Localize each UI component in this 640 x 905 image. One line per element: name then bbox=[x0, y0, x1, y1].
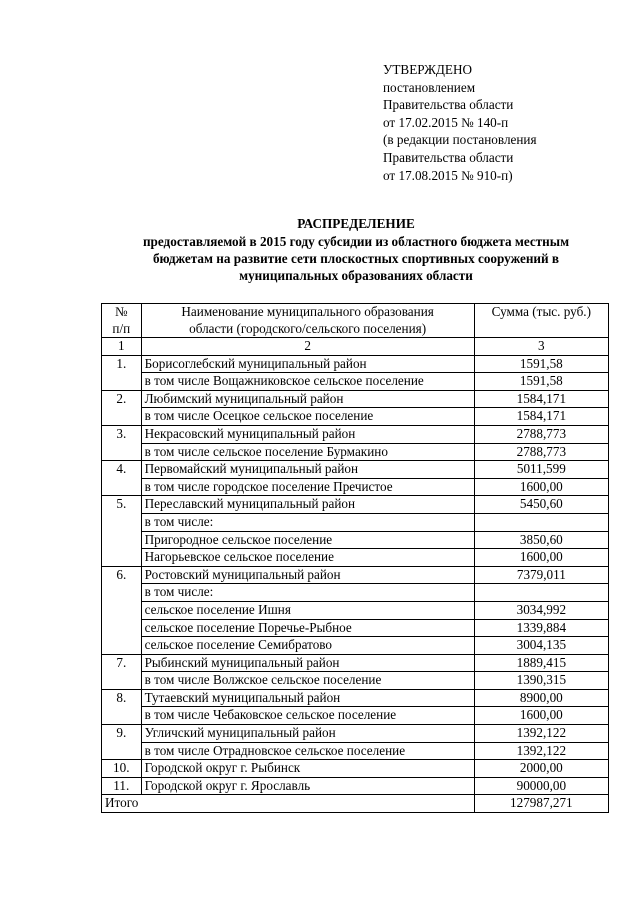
approval-line: (в редакции постановления bbox=[383, 132, 537, 148]
row-name: Борисоглебский муниципальный район bbox=[141, 355, 474, 373]
row-name: в том числе: bbox=[141, 584, 474, 602]
row-sum: 7379,011 bbox=[474, 566, 608, 584]
title-subline: предоставляемой в 2015 году субсидии из областного бюджета местным bbox=[142, 234, 570, 249]
approval-stamp bbox=[383, 61, 537, 184]
row-name: в том числе сельское поселение Бурмакино bbox=[141, 443, 474, 461]
row-name: в том числе Осецкое сельское поселение bbox=[141, 408, 474, 426]
table-row bbox=[102, 478, 609, 496]
row-name: Ростовский муниципальный район bbox=[141, 566, 474, 584]
table-row bbox=[102, 707, 609, 725]
row-number: 8. bbox=[102, 689, 142, 724]
approval-line: от 17.02.2015 № 140-п bbox=[383, 114, 509, 130]
row-sum: 1591,58 bbox=[474, 355, 608, 373]
row-name: Нагорьевское сельское поселение bbox=[141, 549, 474, 567]
row-name: Пригородное сельское поселение bbox=[141, 531, 474, 549]
row-name: в том числе Отрадновское сельское поселение bbox=[141, 742, 474, 760]
row-sum bbox=[474, 513, 608, 531]
table-row bbox=[102, 777, 609, 795]
row-name: Первомайский муниципальный район bbox=[141, 461, 474, 479]
header-sum: Сумма (тыс. руб.) bbox=[474, 304, 608, 338]
row-number: 3. bbox=[102, 425, 142, 460]
row-number: 9. bbox=[102, 725, 142, 760]
table-row bbox=[102, 619, 609, 637]
row-sum: 1390,315 bbox=[474, 672, 608, 690]
row-sum: 5450,60 bbox=[474, 496, 608, 514]
row-name: в том числе Вощажниковское сельское поселение bbox=[141, 373, 474, 391]
row-name: Угличский муниципальный район bbox=[141, 725, 474, 743]
approval-line: от 17.08.2015 № 910-п) bbox=[383, 167, 513, 183]
row-number: 7. bbox=[102, 654, 142, 689]
column-number-row bbox=[102, 338, 609, 356]
row-sum bbox=[474, 584, 608, 602]
row-name: сельское поселение Ишня bbox=[141, 601, 474, 619]
row-sum: 2788,773 bbox=[474, 443, 608, 461]
row-name: Рыбинский муниципальный район bbox=[141, 654, 474, 672]
header-name bbox=[141, 304, 474, 338]
row-number: 1. bbox=[102, 355, 142, 390]
row-number: 5. bbox=[102, 496, 142, 566]
row-name: в том числе Чебаковское сельское поселение bbox=[141, 707, 474, 725]
table-row bbox=[102, 672, 609, 690]
table-row bbox=[102, 373, 609, 391]
row-sum: 1392,122 bbox=[474, 742, 608, 760]
table-row bbox=[102, 725, 609, 743]
table-row bbox=[102, 566, 609, 584]
table-row bbox=[102, 513, 609, 531]
document-title bbox=[100, 215, 612, 284]
title-subline: муниципальных образованиях области bbox=[239, 268, 473, 283]
row-sum: 1889,415 bbox=[474, 654, 608, 672]
table-row bbox=[102, 390, 609, 408]
table-header-row bbox=[102, 304, 609, 338]
row-sum: 8900,00 bbox=[474, 689, 608, 707]
row-name: Некрасовский муниципальный район bbox=[141, 425, 474, 443]
row-sum: 1392,122 bbox=[474, 725, 608, 743]
row-name: в том числе городское поселение Пречистое bbox=[141, 478, 474, 496]
approval-line: Правительства области bbox=[383, 97, 514, 113]
total-label: Итого bbox=[102, 795, 475, 813]
header-number-line: № bbox=[114, 304, 128, 319]
header-number bbox=[102, 304, 142, 338]
table-row bbox=[102, 425, 609, 443]
approval-title: УТВЕРЖДЕНО bbox=[383, 62, 473, 77]
row-name: Любимский муниципальный район bbox=[141, 390, 474, 408]
table-row bbox=[102, 461, 609, 479]
table-row bbox=[102, 637, 609, 655]
column-number: 1 bbox=[102, 338, 142, 356]
row-sum: 1600,00 bbox=[474, 478, 608, 496]
row-sum: 1600,00 bbox=[474, 549, 608, 567]
row-sum: 1584,171 bbox=[474, 408, 608, 426]
row-sum: 90000,00 bbox=[474, 777, 608, 795]
row-sum: 3004,135 bbox=[474, 637, 608, 655]
table-row bbox=[102, 601, 609, 619]
table-row bbox=[102, 654, 609, 672]
table-row bbox=[102, 443, 609, 461]
column-number: 2 bbox=[141, 338, 474, 356]
row-sum: 2788,773 bbox=[474, 425, 608, 443]
row-name: в том числе Волжское сельское поселение bbox=[141, 672, 474, 690]
row-name: Переславский муниципальный район bbox=[141, 496, 474, 514]
table-row bbox=[102, 496, 609, 514]
row-name: в том числе: bbox=[141, 513, 474, 531]
table-row bbox=[102, 584, 609, 602]
row-sum: 1339,884 bbox=[474, 619, 608, 637]
table-row bbox=[102, 408, 609, 426]
header-number-line: п/п bbox=[112, 320, 131, 336]
row-number: 6. bbox=[102, 566, 142, 654]
column-number: 3 bbox=[474, 338, 608, 356]
row-sum: 5011,599 bbox=[474, 461, 608, 479]
row-number: 10. bbox=[102, 760, 142, 778]
total-row bbox=[102, 795, 609, 813]
title-heading: РАСПРЕДЕЛЕНИЕ bbox=[297, 216, 415, 231]
approval-line: постановлением bbox=[383, 79, 476, 95]
title-subline: бюджетам на развитие сети плоскостных спортивных сооружений в bbox=[152, 251, 560, 266]
total-sum: 127987,271 bbox=[474, 795, 608, 813]
row-name: сельское поселение Поречье-Рыбное bbox=[141, 619, 474, 637]
row-sum: 1591,58 bbox=[474, 373, 608, 391]
row-name: Городской округ г. Ярославль bbox=[141, 777, 474, 795]
header-name-line: области (городского/сельского поселения) bbox=[189, 320, 427, 336]
table-row bbox=[102, 549, 609, 567]
row-number: 2. bbox=[102, 390, 142, 425]
table-row bbox=[102, 355, 609, 373]
row-number: 11. bbox=[102, 777, 142, 795]
row-name: Городской округ г. Рыбинск bbox=[141, 760, 474, 778]
table-row bbox=[102, 760, 609, 778]
distribution-table bbox=[101, 303, 609, 813]
row-name: Тутаевский муниципальный район bbox=[141, 689, 474, 707]
row-sum: 1584,171 bbox=[474, 390, 608, 408]
table-row bbox=[102, 689, 609, 707]
table-row bbox=[102, 531, 609, 549]
approval-line: Правительства области bbox=[383, 149, 514, 165]
row-name: сельское поселение Семибратово bbox=[141, 637, 474, 655]
row-sum: 2000,00 bbox=[474, 760, 608, 778]
row-sum: 3034,992 bbox=[474, 601, 608, 619]
row-number: 4. bbox=[102, 461, 142, 496]
row-sum: 3850,60 bbox=[474, 531, 608, 549]
header-name-line: Наименование муниципального образования bbox=[181, 304, 434, 319]
table-row bbox=[102, 742, 609, 760]
row-sum: 1600,00 bbox=[474, 707, 608, 725]
